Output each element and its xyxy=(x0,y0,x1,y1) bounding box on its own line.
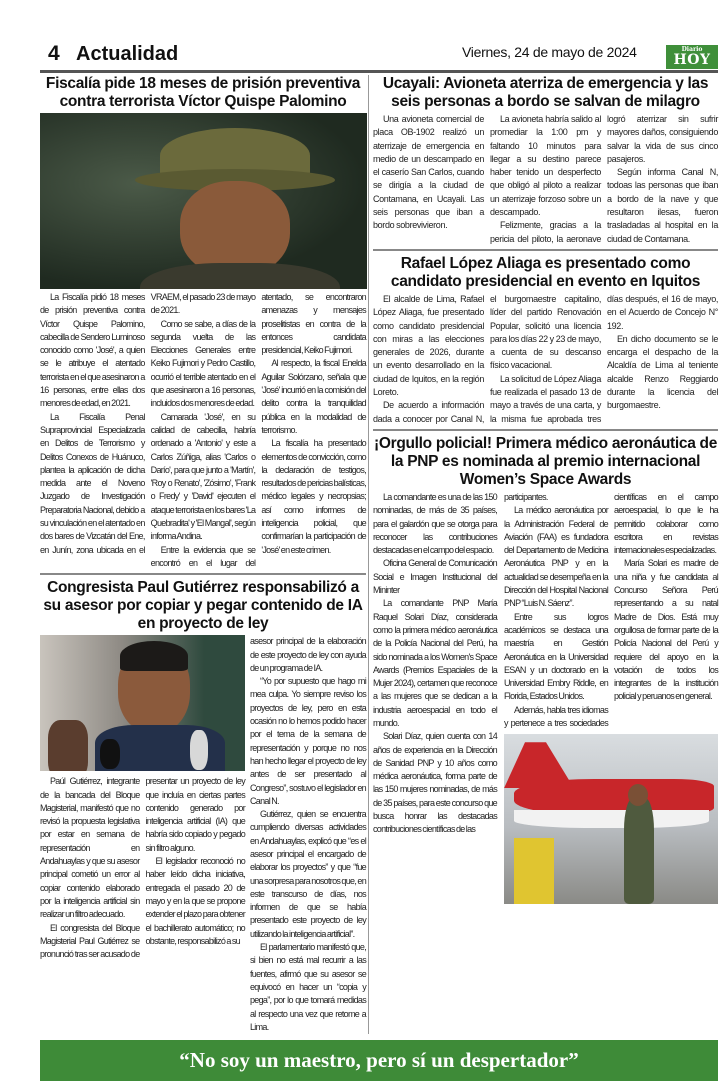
section-title: Actualidad xyxy=(76,43,179,65)
paragraph: Además, habla tres idiomas y pertenece a tres sociedades científicas en el campo aeroespacial, lo que le ha permitido colaborar como escritora en revistas internacionales especializadas. xyxy=(504,491,718,728)
paragraph: La fiscalía ha presentado elementos de convicción, como la declaración de testigos, resultados de pericias balísticas, médico legales y necropsias; así como informes de inteligencia policial, que confirmarían la participación de 'José' en este crimen. xyxy=(261,438,366,555)
right-column xyxy=(369,75,718,1034)
article-gutierrez-left xyxy=(40,635,245,961)
logo-main-text: HOY xyxy=(673,52,711,68)
article-body-gutierrez-right xyxy=(250,635,366,1034)
paragraph: Como se sabe, a días de la segunda vuelta de las Elecciones Generales entre Keiko Fujimori y Pedro Castillo, ocurrió el terrible atentado en el que asesinaron a 16 personas, incluidos dos menores de edad. xyxy=(150,318,256,409)
paragraph: Una avioneta comercial de placa OB-1902 realizó un aterrizaje de emergencia en medio de un descampado en el caserío San Carlos, cuando se dirigía a la ciudad de Contamana, en Ucayali. Las seis personas que iban a bordo sobrevivieron. xyxy=(373,114,484,231)
article-solari-right xyxy=(504,491,718,904)
paragraph: Al respecto, la fiscal Enelda Aguilar Solórzano, señala que 'José' incurrió en la comisión del delito contra la tranquilidad pública en la modalidad de terrorismo. xyxy=(261,358,366,435)
section-divider xyxy=(373,249,718,251)
paragraph: El parlamentario manifestó que, si bien no está mal recurrir a las fuentes, afirmó que su asesor se equivocó en hacer un “copia y pega”, por lo que tomará medidas al respecto una vez que retome a Lima. xyxy=(250,942,366,1032)
section-divider xyxy=(373,429,718,431)
paragraph: Solari Díaz, quien cuenta con 14 años de experiencia en la Dirección de Sanidad PNP y 10 años como médica aeronáutica, forma parte de las 150 mujeres nominadas, de más de 35 países, para este concurso que busca honrar las destacadas contribuciones científicas de las xyxy=(373,731,497,835)
article-body-ucayali xyxy=(373,113,718,246)
headline-aliaga: Rafael López Aliaga es presentado como candidato presidencial en evento en Iquitos xyxy=(390,254,701,290)
paragraph: “Yo por supuesto que hago mi mea culpa. Yo siempre reviso los proyectos de ley, pero en esta ocasión no lo hemos podido hacer por el tema de la semana de representación y porque no nos han hecho llegar el proyecto de ley antes de ser presentado al Congreso”, sostuvo el legislador en Canal N. xyxy=(250,676,366,806)
paragraph: Gutiérrez, quien se encuentra cumpliendo diversas actividades en Andahuaylas, explicó que “es el asesor principal el encargado de elaborar los proyectos” y que “fue una sorpresa para nosotros que, en este transcurso de días, nos informen de que se había presentado este proyecto de ley utilizando la inteligencia artificial”. xyxy=(250,809,366,939)
article-body-aliaga xyxy=(373,293,718,426)
photo-quispe-palomino xyxy=(40,113,367,289)
left-column xyxy=(40,75,369,1034)
photo-solari-aircraft xyxy=(504,734,718,904)
paragraph: Entre la evidencia que se encontró en el lugar del atentado, se encontraron amenazas y mensajes proselitistas en contra de la entonces candidata presidencial, Keiko Fujimori. xyxy=(150,292,366,568)
paragraph: La comandante PNP María Raquel Solari Díaz, considerada como la primera médico aeronáutica de la Policía Nacional del Perú, ha sido nominada a los Women's Space Awards (Premios Espaciales de la Mujer 2024), certamen que reconoce a las mujeres que se dedican a la industria aeroespacial en todo el mundo. xyxy=(373,598,497,728)
headline-ucayali: Ucayali: Avioneta aterriza de emergencia y las seis personas a bordo se salvan de milagro xyxy=(382,75,709,110)
paragraph: La Fiscalía pidió 18 meses de prisión preventiva contra Víctor Quispe Palomino, cabecilla de Sendero Luminoso conocido como 'José', a quien se le atribuye el atentado terrorista en el que asesinaron a 16 personas, entre ellas dos menores de edad, en 2021. xyxy=(40,292,145,409)
two-column-layout xyxy=(40,75,718,1034)
paragraph: La comandante es una de las 150 nominadas, de más de 35 países, para el galardón que se otorga para reconocer las contribuciones destacadas en el campo del espacio. xyxy=(373,491,497,556)
article-body-solari-right xyxy=(504,491,718,730)
paragraph: Según informa Canal N, todoas las personas que iban a bordo de la nave y que resultaron ilesas, fueron trasladadas al hospital en la ciudad de Contamana. xyxy=(607,167,718,244)
article-body-solari-left xyxy=(373,491,497,837)
paragraph: El legislador reconoció no haber leído dicha iniciativa, entregada el pasado 20 de mayo y en la que se propone extender el plazo para obtener el bachillerato automático; no obstante, responsabilizó a su xyxy=(145,856,245,946)
paragraph: De acuerdo a información dada a conocer por Canal N, el burgomaestre capitalino, líder del partido Renovación Popular, solicitó una licencia para los días 22 y 23 de mayo, a cuenta de su descanso físico vacacional. xyxy=(373,293,601,424)
paragraph: Entre sus logros académicos se destaca una maestría en Gestión Aeronáutica en la Universidad ESAN y un doctorado en la Universidad Embry Riddle, en Florida, Estados Unidos. xyxy=(504,611,608,702)
logo-top-text: Diario xyxy=(681,46,703,53)
paragraph: Camarada 'José', en su calidad de cabecilla, habría ordenado a 'Antonio' y este a Carlos Zúñiga, alias 'Carlos o Darío', para que junto a 'Martín', 'Roy o Renato', 'Zósimo', 'Frank o Fredy' y 'David' ejecuten el ataque terrorista en los bares 'La Quebradita' y 'El Mangal', según informa Andina. xyxy=(150,411,256,542)
paragraph: El congresista del Bloque Magisterial Paul Gutiérrez se pronunció tras ser acusado de presentar un proyecto de ley que incluía en ciertas partes contenido generado por inteligencia artificial (IA) que habría sido copiado y pegado sin filtro alguno. xyxy=(40,776,245,960)
article-body-fiscalia xyxy=(40,291,366,570)
paragraph: La Fiscalía Penal Supraprovincial Especializada en Delitos de Terrorismo y Delitos Conexos de Huánuco, plantea la aplicación de dicha medida ante el Noveno Juzgado de Investigación Preparatoria Nacional, debido a su vinculación en el atentado en dos bares de Vizcatán del Ene, en Junín, zona ubicada en el VRAEM, el pasado 23 de mayo de 2021. xyxy=(40,292,256,555)
article-body-gutierrez-left xyxy=(40,775,245,961)
quote-banner: “No soy un maestro, pero sí un despertador” xyxy=(40,1040,718,1081)
paragraph: Oficina General de Comunicación Social e Imagen Institucional del Mininter xyxy=(373,558,497,596)
article-solari-layout xyxy=(373,491,718,904)
headline-gutierrez: Congresista Paul Gutiérrez responsabilizó a su asesor por copiar y pegar contenido de IA en proyecto de ley xyxy=(43,579,363,633)
paragraph: asesor principal de la elaboración de este proyecto de ley con ayuda de un programa de IA. xyxy=(250,636,366,673)
section-divider xyxy=(40,573,366,575)
paragraph: En dicho documento se le encarga el despacho de la Alcaldía de Lima al teniente alcalde Renzo Reggiardo durante la licencia del burgomaestre. xyxy=(607,333,718,411)
paragraph: María Solari es madre de una niña y fue candidata al Concurso Señora Perú representando a su natal Madre de Dios. Está muy orgullosa de formar parte de la Policía Nacional del Perú y requiere del apoyo en la votación de todos los integrantes de la institución policial y peruanos en general. xyxy=(614,558,718,702)
page-content xyxy=(40,0,718,1081)
paragraph: El alcalde de Lima, Rafael López Aliaga, fue presentado como candidato presidencial con miras a las elecciones generales de 2026, durante un evento desarrollado en la ciudad de Iquitos, en la región Loreto. xyxy=(373,293,484,398)
paragraph: Paúl Gutiérrez, integrante de la bancada del Bloque Magisterial, manifestó que no revisó la propuesta legislativa por estar en semana de representación en Andahuaylas y que su asesor principal cometió un error al copiar contenido elaborado por la inteligencia artificial sin realizar un filtro adecuado. xyxy=(40,776,140,920)
issue-date: Viernes, 24 de mayo de 2024 xyxy=(462,44,637,60)
paragraph: participantes. xyxy=(504,491,548,502)
headline-fiscalia: Fiscalía pide 18 meses de prisión preventiva contra terrorista Víctor Quispe Palomino xyxy=(45,75,361,110)
paragraph: La médico aeronáutica por la Administración Federal de Aviación (FAA) es fundadora del Departamento de Medicina Aeronáutica PNP y en la actualidad se desempeña en la Dirección del Hospital Nacional PNP “Luis N. Sáenz”. xyxy=(504,505,608,609)
paragraph: La solicitud de López Aliaga fue realizada el pasado 13 de mayo a través de una carta, y la misma fue aprobada tres días después, el 16 de mayo, en el Acuerdo de Concejo N° 192. xyxy=(490,293,718,424)
article-gutierrez-layout xyxy=(40,635,366,1034)
page-number: 4 xyxy=(48,42,60,65)
paragraph: Felizmente, gracias a la pericia del piloto, la aeronave logró aterrizar sin sufrir mayores daños, consiguiendo salvar la vida de sus cinco pasajeros. xyxy=(490,114,718,244)
paragraph: La avioneta habría salido al promediar la 1:00 pm y faltando 10 minutos para llegar a su destino parece haber tenido un desperfecto que obligó al piloto a realizar un aterrizaje forzoso sobre un descampado. xyxy=(490,114,601,218)
photo-paul-gutierrez xyxy=(40,635,245,771)
headline-solari: ¡Orgullo policial! Primera médico aeronáutica de la PNP es nominada al premio internacional Women’s Space Awards xyxy=(373,434,718,488)
